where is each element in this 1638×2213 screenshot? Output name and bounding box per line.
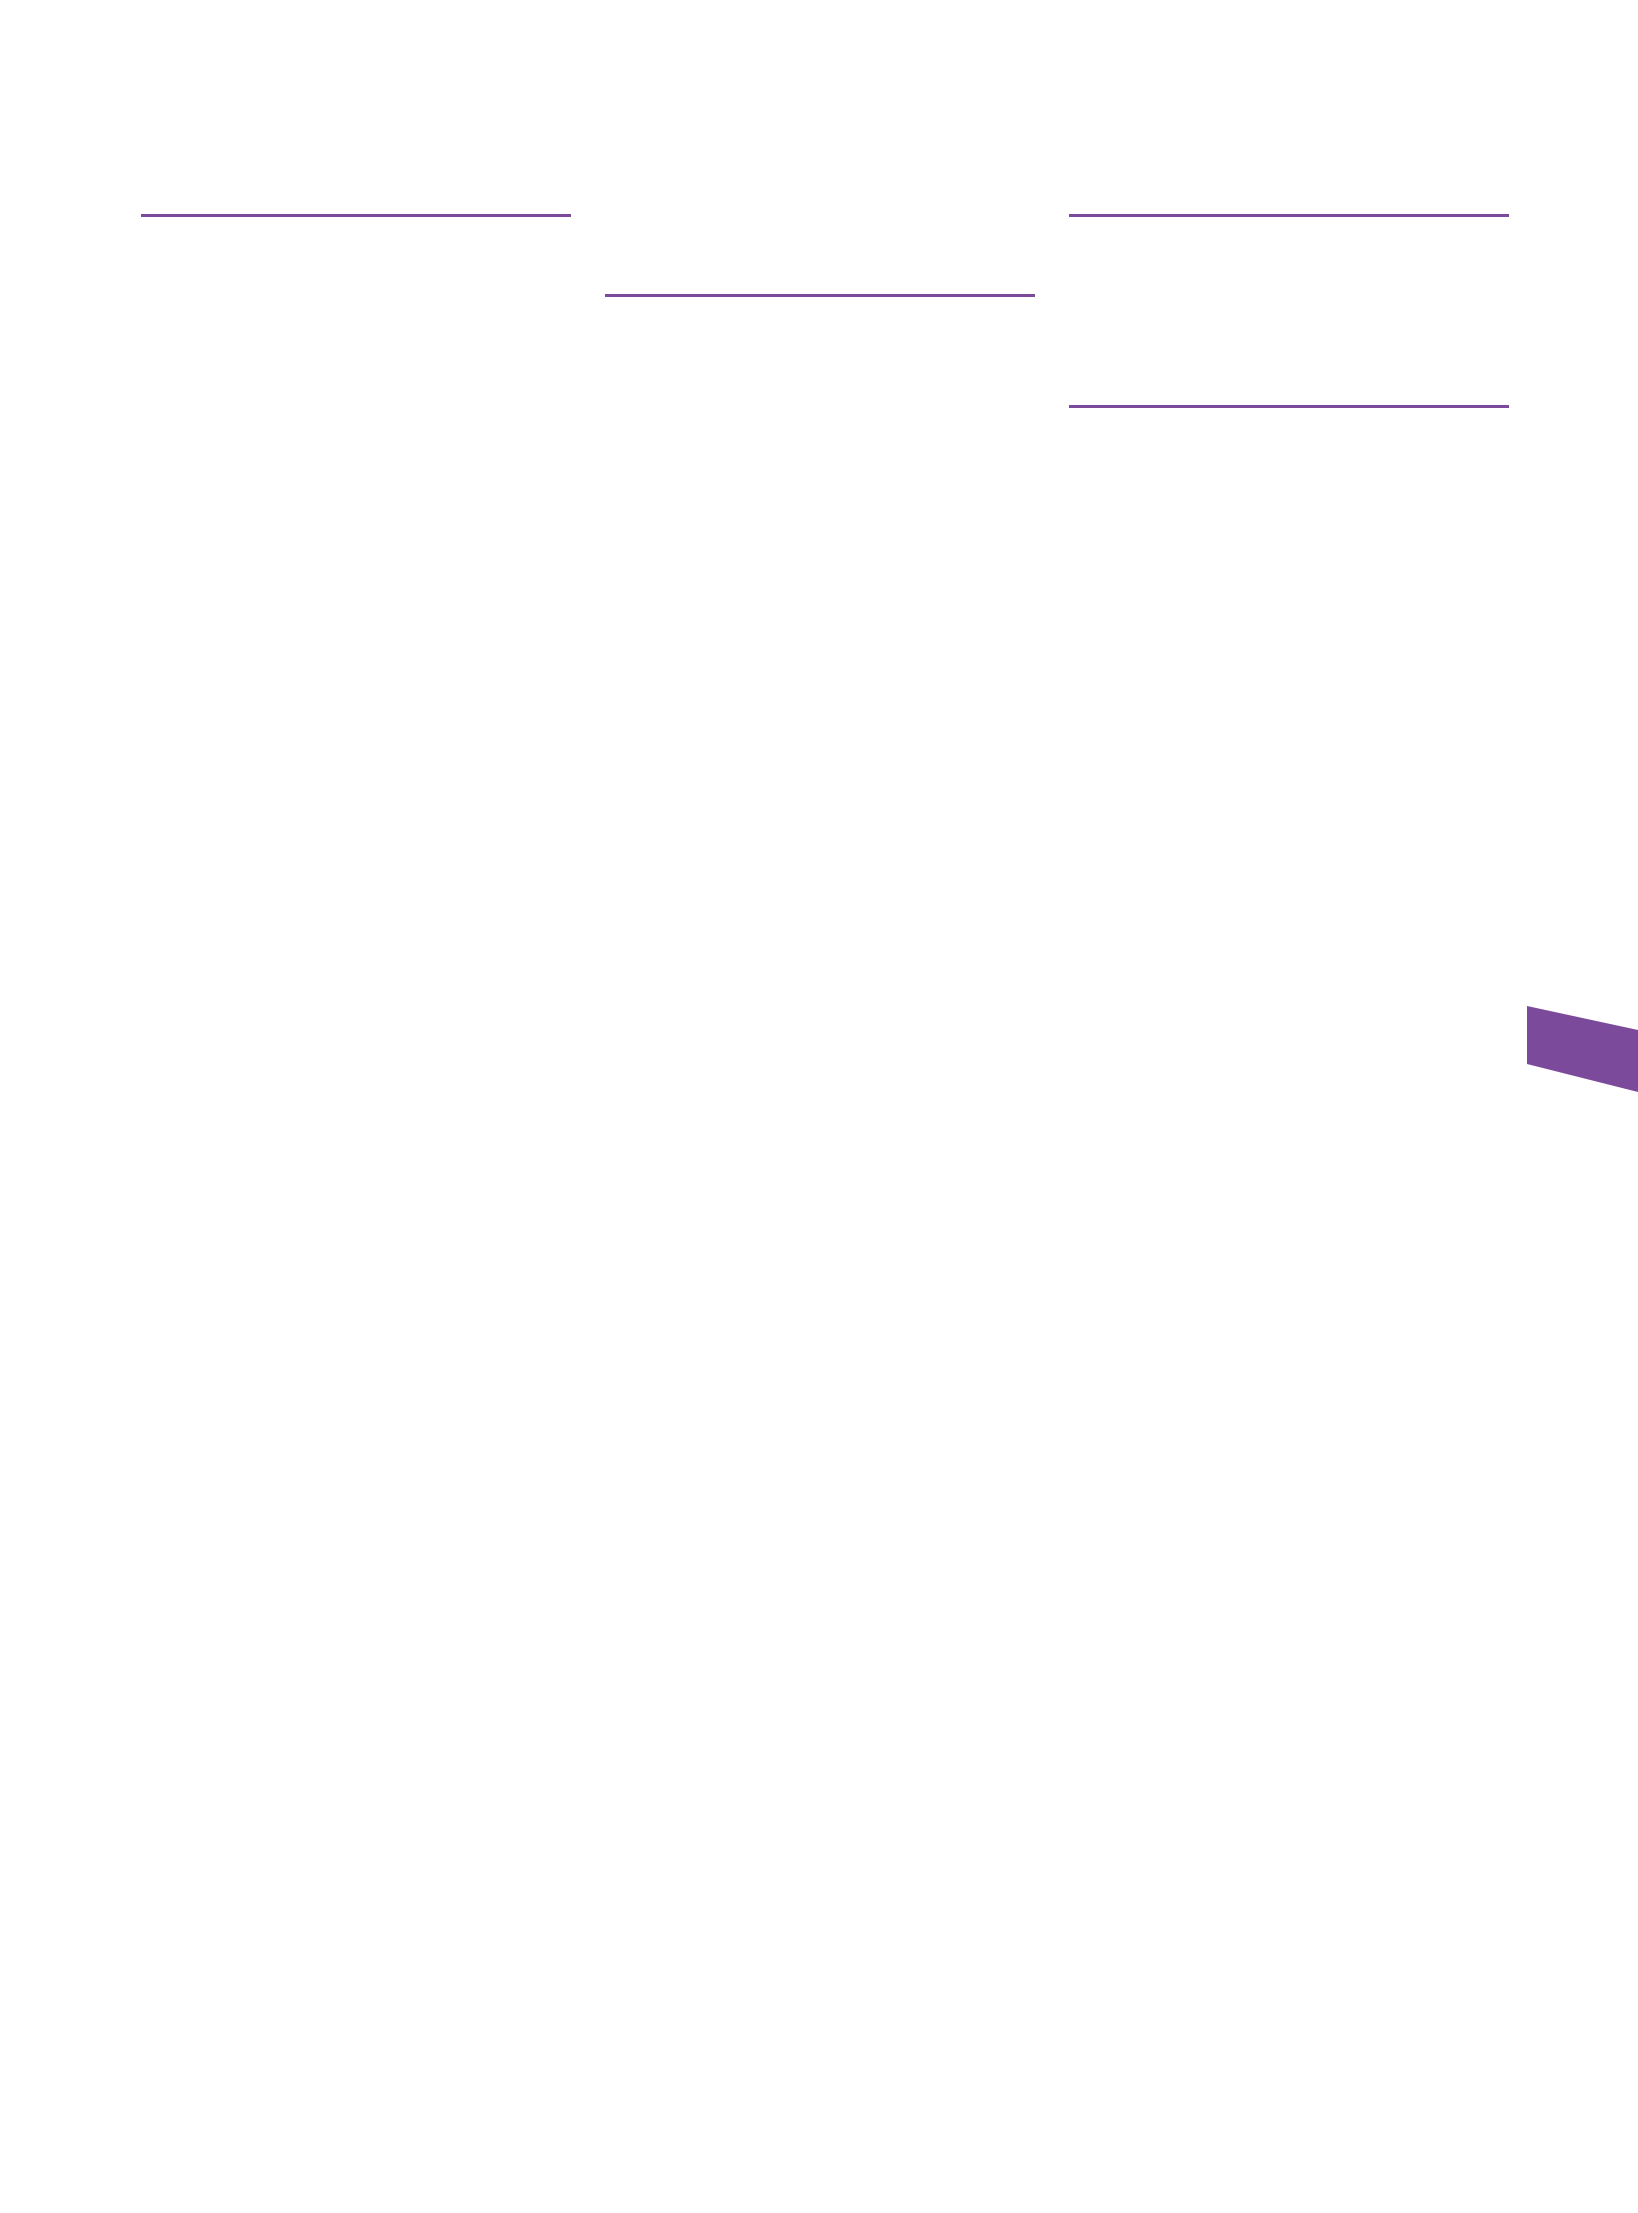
- chapter-14-heading: [605, 188, 1035, 280]
- chapter-rule: [141, 214, 571, 217]
- chapter-rule: [605, 294, 1035, 297]
- chapter-16-heading: [1069, 299, 1509, 391]
- column-left: [141, 108, 571, 217]
- chapter-rule: [1069, 405, 1509, 408]
- side-tab-label: [1537, 1028, 1577, 1068]
- chapter-13-heading: [141, 108, 571, 200]
- section-side-tab: [1527, 1006, 1638, 1092]
- chapter-15-heading: [1069, 108, 1509, 200]
- column-right: [1069, 108, 1509, 408]
- column-middle: [605, 108, 1035, 325]
